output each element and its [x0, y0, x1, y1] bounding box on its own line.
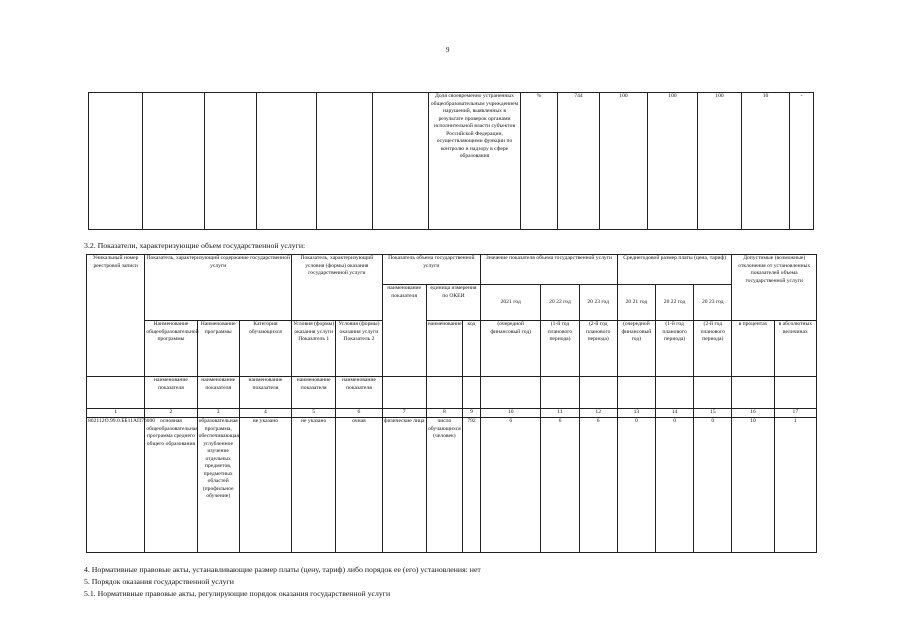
header-unit-code: код	[462, 321, 480, 377]
value-cell: 100	[698, 93, 742, 230]
header-plan-1-fee: (1-й год планового периода)	[656, 321, 694, 377]
header-category: Категория обучающихся	[239, 321, 291, 377]
page-number: 9	[446, 46, 450, 54]
header-in-percent: в процентах	[732, 321, 774, 377]
header-fee-2022: 20 22 год	[656, 285, 694, 321]
header-fee-2023: 20 23 год	[694, 285, 732, 321]
deviation-abs-cell: -	[790, 93, 814, 230]
header-volume-value: Значение показателя объема государственной услуги	[481, 255, 618, 285]
col-number: 12	[579, 409, 617, 418]
col-number: 10	[481, 409, 541, 418]
col-number: 17	[774, 409, 816, 418]
program-cell: основная общеобразовательная программа среднего общего образования	[145, 418, 197, 553]
col-number: 4	[239, 409, 291, 418]
condition-2-cell: очная	[336, 418, 382, 553]
header-content-indicator: Показатель, характеризующий содержание государственной услуги	[145, 255, 292, 321]
header-fee-2021: 20 21 год	[617, 285, 655, 321]
col-number: 3	[197, 409, 239, 418]
column-numbers-row	[87, 409, 817, 418]
section-title: 3.2. Показатели, характеризующие объем государственной услуги:	[84, 241, 306, 250]
header-plan-2: (2-й год планового периода)	[579, 321, 617, 377]
header-in-abs: в абсолютных величинах	[774, 321, 816, 377]
col-number: 13	[617, 409, 655, 418]
col-number: 8	[426, 409, 462, 418]
header-conditions-indicator: Показатель, характеризующий условия (формы) оказания государственной услуги	[292, 255, 382, 321]
header-indicator-name: наименование показателя	[382, 285, 426, 377]
unit-cell: %	[521, 93, 558, 230]
footer-line-3: 5.1. Нормативные правовые акты, регулирующие порядок оказания государственной услуги	[84, 589, 391, 598]
header-allowed-deviation: Допустимые (возможные) отклонения от установленных показателей объема государственной услуги	[732, 255, 817, 321]
header-unit-name: наименование	[426, 321, 462, 377]
col-number: 7	[382, 409, 426, 418]
col-number: 11	[541, 409, 579, 418]
value-2022-cell: 6	[541, 418, 579, 553]
header-year-2023: 20 23 год	[579, 285, 617, 321]
program-name-cell: образовательная программа, обеспечивающая углубленное изучение отдельных предметов, предметных областей (профильное обучение)	[197, 418, 239, 553]
category-cell: не указано	[239, 418, 291, 553]
header-plan-1: (1-й год планового периода)	[541, 321, 579, 377]
header-unique-number: Уникальный номер реестровой записи	[87, 255, 145, 377]
header-row	[87, 377, 817, 409]
table-row	[89, 93, 814, 230]
col-number: 9	[462, 409, 480, 418]
header-volume-indicator: Показатель объема государственной услуги	[382, 255, 481, 285]
header-program: Наименование общеобразовательной программы	[145, 321, 197, 377]
col-number: 1	[87, 409, 145, 418]
header-year-2021: 2021 год	[481, 285, 541, 321]
col-number: 16	[732, 409, 774, 418]
header-avg-fee: Среднегодовой размер платы (цена, тариф)	[617, 255, 732, 285]
col-number: 2	[145, 409, 197, 418]
sub-name: наименование показателя	[336, 377, 382, 409]
unit-code-cell: 792	[462, 418, 480, 553]
value-cell: 100	[648, 93, 698, 230]
value-2023-cell: 6	[579, 418, 617, 553]
fee-2021-cell: 0	[617, 418, 655, 553]
col-number: 14	[656, 409, 694, 418]
header-year-2022: 20 22 год	[541, 285, 579, 321]
header-row	[87, 255, 817, 285]
deviation-percent-cell: 10	[732, 418, 774, 553]
volume-indicators-table	[86, 254, 817, 553]
col-number: 5	[292, 409, 336, 418]
value-2021-cell: 6	[481, 418, 541, 553]
quality-indicators-table	[88, 92, 814, 230]
header-condition-2: Условия (формы) оказания услуги Показатель 2	[336, 321, 382, 377]
deviation-abs-cell: 1	[774, 418, 816, 553]
header-row	[87, 321, 817, 377]
unit-name-cell: число обучающихся (человек)	[426, 418, 462, 553]
fee-2022-cell: 0	[656, 418, 694, 553]
header-plan-2-fee: (2-й год планового периода)	[694, 321, 732, 377]
deviation-percent-cell: 10	[742, 93, 790, 230]
table-row	[87, 418, 817, 553]
sub-name: наименование показателя	[197, 377, 239, 409]
sub-name: наименование показателя	[239, 377, 291, 409]
header-condition-1: Условия (формы) оказания услуги Показатель 1	[292, 321, 336, 377]
indicator-cell: физические лица	[382, 418, 426, 553]
indicator-cell: Доля своевременно устраненных общеобразовательным учреждением нарушений, выявленных в результате проверок органами исполнительной власти субъектов Российской Федерации, осуществляющими функции по контролю и надзору в сфере образования	[429, 93, 521, 230]
sub-name: наименование показателя	[145, 377, 197, 409]
header-fin-year: (очередной финансовый год)	[481, 321, 541, 377]
okei-cell: 744	[558, 93, 600, 230]
value-cell: 100	[600, 93, 648, 230]
registry-number: 802112О.99.0.ББ11АП76000	[87, 418, 145, 553]
condition-1-cell: не указано	[292, 418, 336, 553]
sub-name: наименование показателя	[292, 377, 336, 409]
footer-line-1: 4. Нормативные правовые акты, устанавливающие размер платы (цену, тариф) либо порядок ее (его) установления: нет	[84, 565, 481, 574]
fee-2023-cell: 0	[694, 418, 732, 553]
header-unit-okei: единица измерения по ОКЕИ	[426, 285, 480, 321]
col-number: 6	[336, 409, 382, 418]
footer-line-2: 5. Порядок оказания государственной услуги	[84, 577, 234, 586]
header-program-name: Наименование программы	[197, 321, 239, 377]
col-number: 15	[694, 409, 732, 418]
header-fin-year-fee: (очередной финансовый год)	[617, 321, 655, 377]
